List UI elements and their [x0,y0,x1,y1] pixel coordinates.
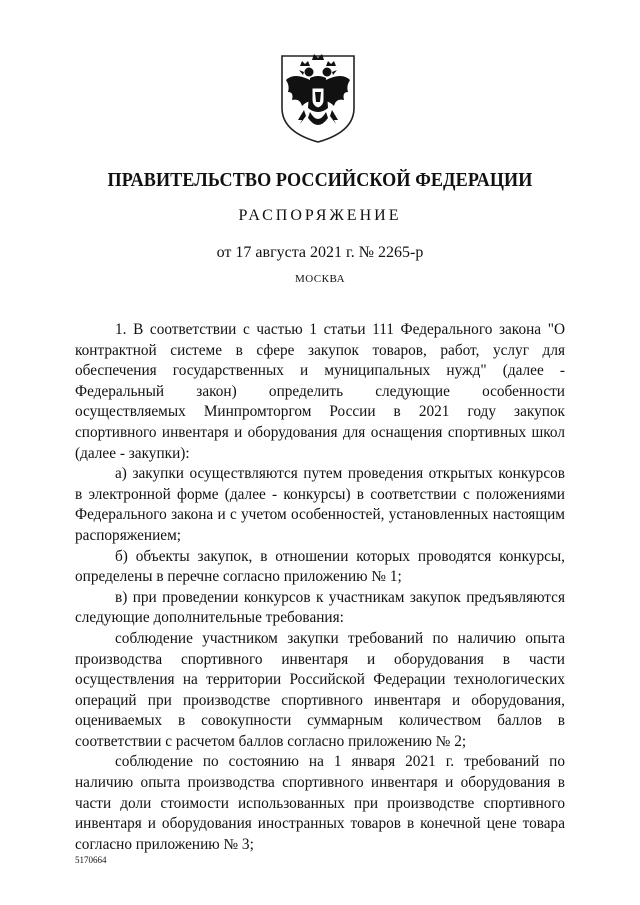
document-city: МОСКВА [294,273,346,285]
government-title: ПРАВИТЕЛЬСТВО РОССИЙСКОЙ ФЕДЕРАЦИИ [107,170,533,191]
document-code: 5170664 [75,855,107,865]
paragraph-requirement-2: соблюдение по состоянию на 1 января 2021 г. требований по наличию опыта производства спортивного инвентаря и оборудования в части доли стоимости использованных при производстве спортивного инвентаря и оборудования иностранных товаров в конечной цене товара согласно приложению № 3; [75,753,565,853]
paragraph-v: в) при проведении конкурсов к участникам закупок предъявляются следующие дополнительные требования: [75,588,565,627]
document-type: РАСПОРЯЖЕНИЕ [238,207,402,224]
document-body [75,320,565,855]
document-date-number: от 17 августа 2021 г. № 2265-р [216,244,424,261]
coat-of-arms-emblem [276,50,360,146]
paragraph-requirement-1: соблюдение участником закупки требований по наличию опыта производства спортивного инвентаря и оборудования в части осуществления на территории Российской Федерации технологических операций при производстве спортивного инвентаря и оборудования, оцениваемых в совокупности суммарным количеством баллов в соответствии с расчетом баллов согласно приложению № 2; [75,629,565,750]
paragraph-1: 1. В соответствии с частью 1 статьи 111 Федерального закона "О контрактной системе в сфере закупок товаров, работ, услуг для обеспечения государственных и муниципальных нужд" (далее - Федеральный закон) определить следующие особенности осуществляемых Минпромторгом России в 2021 году закупок спортивного инвентаря и оборудования для оснащения спортивных школ (далее - закупки): [75,321,565,462]
paragraph-a: а) закупки осуществляются путем проведения открытых конкурсов в электронной форме (далее - конкурсы) в соответствии с положениями Федерального закона и с учетом особенностей, установленных настоящим распоряжением; [75,465,565,544]
paragraph-b: б) объекты закупок, в отношении которых проводятся конкурсы, определены в перечне согласно приложению № 1; [75,547,565,586]
